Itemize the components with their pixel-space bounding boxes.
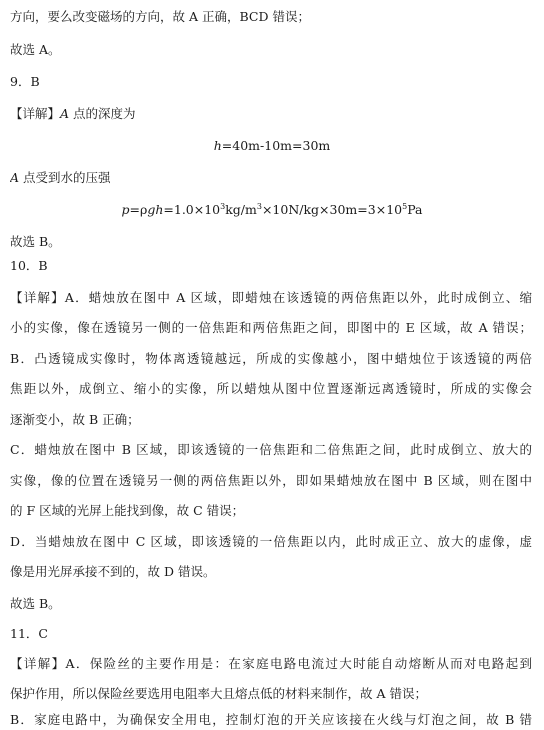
explanation-label: 【详解】 [10, 106, 61, 121]
text-line: 方向，要么改变磁场的方向，故 A 正确，BCD 错误； [10, 9, 310, 24]
text-line: C．蜡烛放在图中 B 区域，即该透镜的一倍焦距和二倍焦距之间，此时成倒立、放大的 [10, 442, 532, 457]
eq-fragment: =1.0×10 [163, 202, 221, 217]
text-line: 像是用光屏承接不到的，故 D 错误。 [10, 564, 216, 579]
exponent: 3 [220, 201, 226, 211]
text-line: 故选 A。 [10, 42, 61, 57]
text-fragment: 点的深度为 [69, 106, 136, 121]
text-line: 小的实像，像在透镜另一侧的一倍焦距和两倍焦距之间，即图中的 E 区域，故 A 错误； [10, 320, 532, 335]
text-line [10, 104, 532, 124]
text-line: 保护作用，所以保险丝要选用电阻率大且熔点低的材料来制作，故 A 错误； [10, 686, 427, 701]
exponent: 3 [256, 201, 262, 211]
variable-h: h [213, 138, 222, 153]
equation-depth [0, 136, 544, 156]
text-line: 的 F 区域的光屏上能找到像，故 C 错误； [10, 503, 245, 518]
text-line: 逐渐变小，故 B 正确； [10, 412, 140, 427]
point-label: A [60, 106, 70, 121]
question-number-11: 11．C [10, 626, 48, 641]
equation-pressure [0, 200, 544, 220]
text-line: 故选 B。 [10, 596, 61, 611]
text-line: 故选 B。 [10, 234, 61, 249]
text-line [10, 168, 532, 188]
text-line: B．凸透镜成实像时，物体离透镜越远，所成的实像越小，图中蜡烛位于该透镜的两倍 [10, 351, 532, 366]
text-line: 【详解】A．蜡烛放在图中 A 区域，即蜡烛在该透镜的两倍焦距以外，此时成倒立、缩 [10, 290, 532, 305]
question-number-9: 9．B [10, 74, 40, 89]
text-line: 【详解】A．保险丝的主要作用是：在家庭电路电流过大时能自动熔断从而对电路起到 [10, 656, 532, 671]
variable-p: p [121, 202, 130, 217]
question-number-10: 10．B [10, 258, 48, 273]
text-line: D．当蜡烛放在图中 C 区域，即该透镜的一倍焦距以内，此时成正立、放大的虚像，虚 [10, 534, 532, 549]
text-line: 实像，像的位置在透镜另一侧的两倍焦距以外，即如果蜡烛放在图中 B 区域，则在图中 [10, 473, 532, 488]
eq-fragment: =ρ [129, 202, 148, 217]
eq-fragment: Pa [407, 202, 423, 217]
eq-fragment: kg/m [225, 202, 257, 217]
variable-gh: gh [147, 202, 164, 217]
text-fragment: 点受到水的压强 [19, 170, 111, 185]
equation-body: =40m-10m=30m [221, 138, 331, 153]
text-line: B．家庭电路中，为确保安全用电，控制灯泡的开关应该接在火线与灯泡之间，故 B 错 [10, 712, 532, 727]
exponent: 5 [402, 201, 408, 211]
eq-fragment: ×10N/kg×30m=3×10 [261, 202, 403, 217]
text-line: 焦距以外，成倒立、缩小的实像，所以蜡烛从图中位置逐渐远离透镜时，所成的实像会 [10, 381, 532, 396]
point-label: A [10, 170, 20, 185]
